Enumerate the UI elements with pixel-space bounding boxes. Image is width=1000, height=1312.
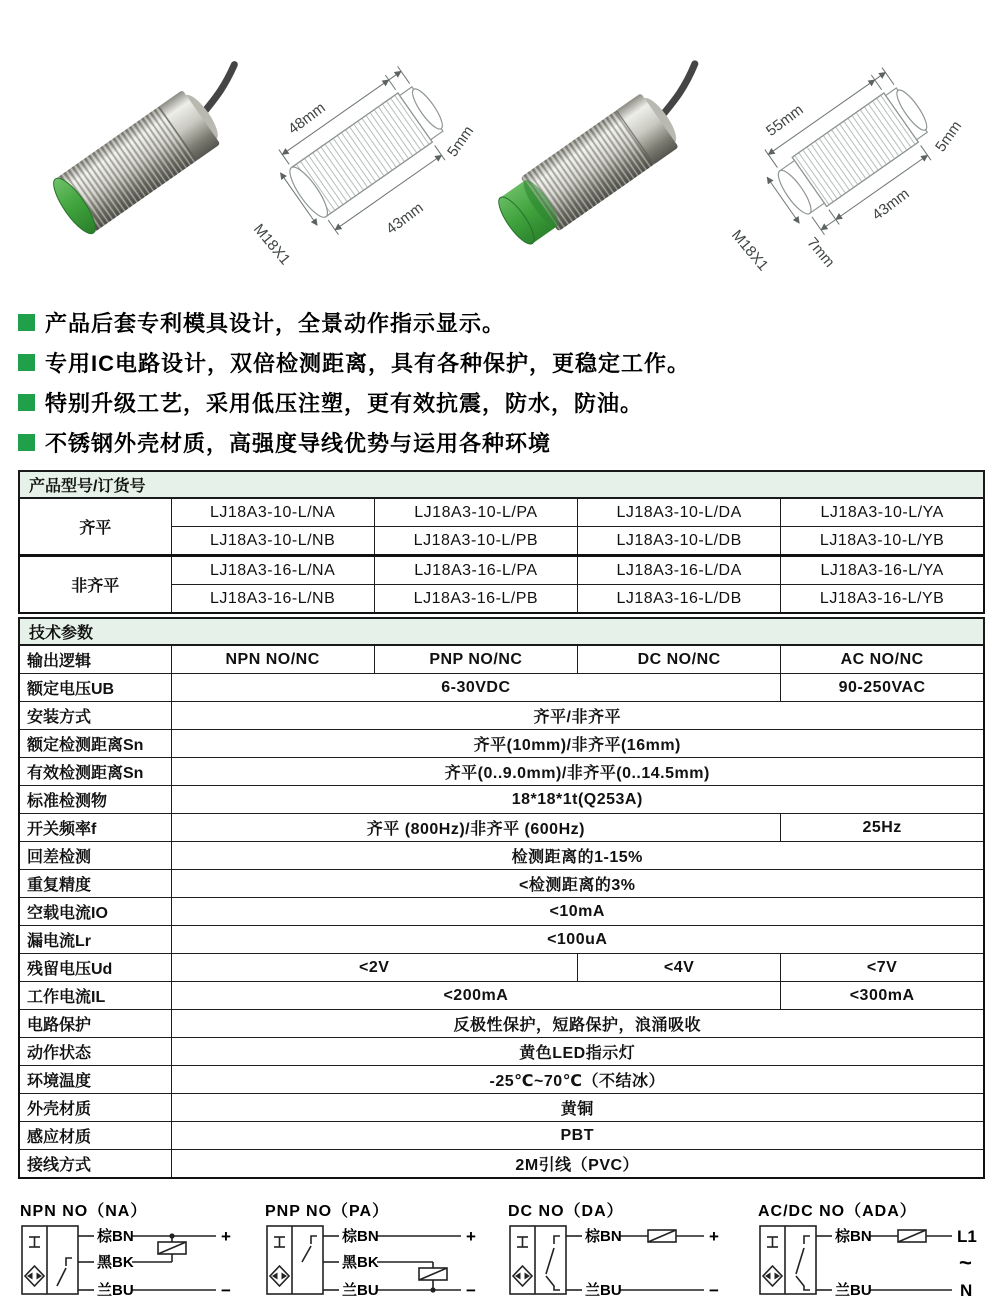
bullet-square-icon — [18, 314, 35, 331]
mount-type-label: 齐平 — [19, 498, 171, 556]
table-row — [19, 870, 984, 898]
parameter-label: 感应材质 — [19, 1122, 171, 1150]
parameter-value-cell: <100uA — [171, 926, 984, 954]
model-number-cell: LJ18A3-10-L/NA — [171, 498, 374, 527]
table-row — [19, 982, 984, 1010]
table-row — [19, 954, 984, 982]
parameter-value-cell: 反极性保护，短路保护，浪涌吸收 — [171, 1010, 984, 1038]
terminal-n: N — [960, 1281, 973, 1300]
model-number-cell: LJ18A3-10-L/YA — [781, 498, 984, 527]
parameter-value-cell: <检测距离的3% — [171, 870, 984, 898]
flush-dimension-drawing — [238, 28, 490, 294]
wire-label-bn: 棕BN — [97, 1228, 134, 1245]
feature-item — [18, 342, 982, 382]
feature-text: 产品后套专利模具设计，全景动作指示显示。 — [45, 310, 506, 336]
table-row — [19, 1066, 984, 1094]
parameter-value-cell: PBT — [171, 1122, 984, 1150]
wiring-panel-dc — [508, 1198, 743, 1312]
model-number-cell: LJ18A3-16-L/NB — [171, 585, 374, 614]
flush-sensor-photo — [40, 30, 250, 288]
table-row — [19, 898, 984, 926]
model-number-cell: LJ18A3-10-L/NB — [171, 527, 374, 556]
parameter-label: 环境温度 — [19, 1066, 171, 1094]
model-number-table — [18, 470, 985, 614]
wiring-panel-acdc — [758, 1198, 993, 1312]
parameter-label: 回差检测 — [19, 842, 171, 870]
tech-table-header: 技术参数 — [19, 618, 984, 645]
wiring-diagram-band — [0, 1198, 1000, 1312]
product-image-band — [0, 28, 1000, 298]
nonflush-sensor-photo-svg — [492, 34, 706, 292]
wire-label-bu: 兰BU — [97, 1282, 134, 1299]
wire-label-bn: 棕BN — [342, 1228, 379, 1245]
dim-label-thread: M18X1 — [727, 226, 772, 275]
bullet-square-icon — [18, 394, 35, 411]
parameter-value-cell: 90-250VAC — [781, 674, 984, 702]
parameter-value-cell: <7V — [781, 954, 984, 982]
terminal-plus: + — [709, 1227, 719, 1246]
dim-label-body: 43mm — [383, 199, 427, 238]
parameter-label: 动作状态 — [19, 1038, 171, 1066]
parameter-label: 空载电流IO — [19, 898, 171, 926]
wiring-title: AC/DC NO（ADA） — [758, 1203, 917, 1220]
terminal-minus: − — [221, 1281, 231, 1300]
terminal-l1: L1 — [957, 1227, 977, 1246]
parameter-value-cell: DC NO/NC — [578, 645, 781, 674]
terminal-minus: − — [466, 1281, 476, 1300]
dim-label-length: 55mm — [763, 101, 807, 140]
wire-label-bn: 棕BN — [835, 1228, 872, 1245]
mount-type-label: 非齐平 — [19, 556, 171, 614]
wiring-title: NPN NO（NA） — [20, 1203, 148, 1220]
model-number-cell: LJ18A3-10-L/PA — [374, 498, 577, 527]
wire-label-bu: 兰BU — [585, 1282, 622, 1299]
model-number-cell: LJ18A3-16-L/YB — [781, 585, 984, 614]
model-number-cell: LJ18A3-16-L/PB — [374, 585, 577, 614]
parameter-value-cell: 6-30VDC — [171, 674, 781, 702]
table-row — [19, 674, 984, 702]
dim-label-thread: M18X1 — [249, 220, 294, 269]
parameter-label: 漏电流Lr — [19, 926, 171, 954]
bullet-square-icon — [18, 354, 35, 371]
npn-circuit-diagram — [20, 1218, 255, 1310]
table-row — [19, 758, 984, 786]
model-number-cell: LJ18A3-10-L/DA — [578, 498, 781, 527]
parameter-label: 安装方式 — [19, 702, 171, 730]
feature-text: 专用IC电路设计，双倍检测距离，具有各种保护，更稳定工作。 — [45, 350, 691, 376]
terminal-minus: − — [709, 1281, 719, 1300]
feature-item — [18, 382, 982, 422]
table-row — [19, 556, 984, 585]
parameter-label: 接线方式 — [19, 1150, 171, 1179]
wiring-panel-pnp — [265, 1198, 500, 1312]
feature-item — [18, 422, 982, 462]
parameter-label: 工作电流IL — [19, 982, 171, 1010]
parameter-label: 重复精度 — [19, 870, 171, 898]
parameter-value-cell: 18*18*1t(Q253A) — [171, 786, 984, 814]
terminal-plus: + — [466, 1227, 476, 1246]
parameter-value-cell: AC NO/NC — [781, 645, 984, 674]
table-row — [19, 1150, 984, 1179]
table-row — [19, 786, 984, 814]
parameter-label: 开关频率f — [19, 814, 171, 842]
feature-list — [18, 302, 982, 462]
model-number-cell: LJ18A3-16-L/PA — [374, 556, 577, 585]
wiring-title: PNP NO（PA） — [265, 1203, 390, 1220]
feature-text: 特别升级工艺，采用低压注塑，更有效抗震，防水，防油。 — [45, 390, 644, 416]
model-number-cell: LJ18A3-16-L/DA — [578, 556, 781, 585]
parameter-value-cell: 黄铜 — [171, 1094, 984, 1122]
parameter-value-cell: -25℃~70℃（不结冰） — [171, 1066, 984, 1094]
parameter-value-cell: NPN NO/NC — [171, 645, 374, 674]
parameter-value-cell: <300mA — [781, 982, 984, 1010]
parameter-label: 残留电压Ud — [19, 954, 171, 982]
parameter-value-cell: 齐平(0..9.0mm)/非齐平(0..14.5mm) — [171, 758, 984, 786]
parameter-value-cell: <10mA — [171, 898, 984, 926]
dim-label-length: 48mm — [285, 99, 329, 138]
table-row — [19, 702, 984, 730]
terminal-plus: + — [221, 1227, 231, 1246]
parameter-value-cell: 2M引线（PVC） — [171, 1150, 984, 1179]
parameter-label: 额定检测距离Sn — [19, 730, 171, 758]
ac-tilde-symbol: ~ — [959, 1250, 972, 1275]
table-row — [19, 498, 984, 527]
model-number-cell: LJ18A3-10-L/PB — [374, 527, 577, 556]
parameter-label: 标准检测物 — [19, 786, 171, 814]
wire-label-bk: 黑BK — [97, 1254, 134, 1271]
parameter-label: 输出逻辑 — [19, 645, 171, 674]
table-row — [19, 1010, 984, 1038]
parameter-label: 有效检测距离Sn — [19, 758, 171, 786]
dc-circuit-diagram — [508, 1218, 743, 1310]
model-number-cell: LJ18A3-10-L/DB — [578, 527, 781, 556]
parameter-value-cell: 齐平/非齐平 — [171, 702, 984, 730]
model-number-cell: LJ18A3-16-L/DB — [578, 585, 781, 614]
feature-text: 不锈钢外壳材质，高强度导线优势与运用各种环境 — [45, 430, 552, 456]
parameter-value-cell: 黄色LED指示灯 — [171, 1038, 984, 1066]
table-row — [19, 842, 984, 870]
dim-label-tail: 5mm — [444, 122, 478, 161]
wire-label-bu: 兰BU — [835, 1282, 872, 1299]
wire-label-bk: 黑BK — [342, 1254, 379, 1271]
acdc-circuit-diagram — [758, 1218, 993, 1310]
wiring-title: DC NO（DA） — [508, 1203, 624, 1220]
flush-sensor-photo-svg — [40, 30, 250, 288]
parameter-value-cell: <4V — [578, 954, 781, 982]
pnp-circuit-diagram — [265, 1218, 500, 1310]
model-table-header: 产品型号/订货号 — [19, 471, 984, 498]
parameter-value-cell: 检测距离的1-15% — [171, 842, 984, 870]
table-row — [19, 1094, 984, 1122]
bullet-square-icon — [18, 434, 35, 451]
parameter-label: 电路保护 — [19, 1010, 171, 1038]
feature-item — [18, 302, 982, 342]
dim-label-tip: 7mm — [803, 234, 838, 271]
parameter-value-cell: 齐平(10mm)/非齐平(16mm) — [171, 730, 984, 758]
wiring-panel-npn — [20, 1198, 255, 1312]
model-number-cell: LJ18A3-16-L/NA — [171, 556, 374, 585]
table-row — [19, 1038, 984, 1066]
parameter-label: 额定电压UB — [19, 674, 171, 702]
table-row — [19, 926, 984, 954]
parameter-label: 外壳材质 — [19, 1094, 171, 1122]
nonflush-sensor-photo — [492, 34, 706, 292]
nonflush-dimension-drawing — [712, 28, 980, 294]
model-number-cell: LJ18A3-16-L/YA — [781, 556, 984, 585]
parameter-value-cell: <200mA — [171, 982, 781, 1010]
wire-label-bu: 兰BU — [342, 1282, 379, 1299]
table-row — [19, 645, 984, 674]
dim-label-body: 43mm — [869, 185, 913, 224]
tech-parameter-table — [18, 617, 985, 1179]
model-number-cell: LJ18A3-10-L/YB — [781, 527, 984, 556]
parameter-value-cell: PNP NO/NC — [374, 645, 577, 674]
dim-label-tail: 5mm — [932, 117, 966, 156]
parameter-value-cell: <2V — [171, 954, 578, 982]
parameter-value-cell: 25Hz — [781, 814, 984, 842]
table-row — [19, 1122, 984, 1150]
table-row — [19, 814, 984, 842]
parameter-value-cell: 齐平 (800Hz)/非齐平 (600Hz) — [171, 814, 781, 842]
table-row — [19, 730, 984, 758]
wire-label-bn: 棕BN — [585, 1228, 622, 1245]
